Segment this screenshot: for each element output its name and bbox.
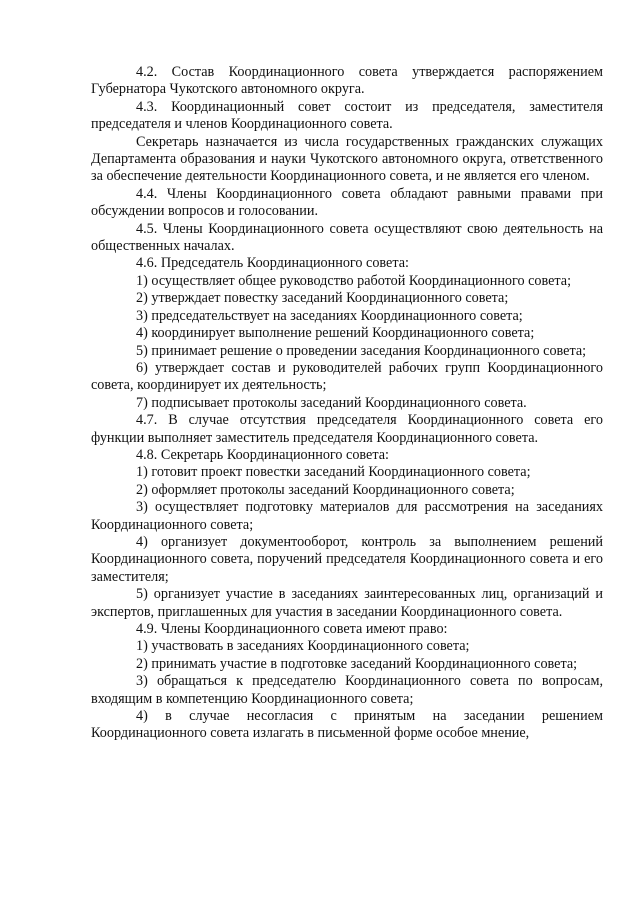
paragraph-4-2: 4.2. Состав Координационного совета утверждается распоряжением Губернатора Чукотского автономного округа. <box>91 64 603 98</box>
list-item-4-6-3: 3) председательствует на заседаниях Координационного совета; <box>136 307 523 324</box>
paragraph-secretary: Секретарь назначается из числа государственных гражданских служащих Департамента образования и науки Чукотского автономного округа, ответственного за обеспечение деятельности Координационного совета, и не является его членом. <box>91 133 603 185</box>
paragraph-4-8: 4.8. Секретарь Координационного совета: <box>136 446 389 463</box>
paragraph-4-4: 4.4. Члены Координационного совета обладают равными правами при обсуждении вопросов и голосовании. <box>91 185 603 220</box>
list-item-4-9-4: 4) в случае несогласия с принятым на заседании решением Координационного совета излагать в письменной форме особое мнение, <box>91 708 603 742</box>
list-item-4-6-2: 2) утверждает повестку заседаний Координационного совета; <box>136 290 509 307</box>
list-item-4-8-5: 5) организует участие в заседаниях заинтересованных лиц, организаций и экспертов, приглашенных для участия в заседании Координационного совета. <box>91 586 603 620</box>
list-item-4-8-3: 3) осуществляет подготовку материалов для рассмотрения на заседаниях Координационного совета; <box>91 499 603 533</box>
list-item-4-9-1: 1) участвовать в заседаниях Координационного совета; <box>136 638 470 655</box>
list-item-4-6-7: 7) подписывает протоколы заседаний Координационного совета. <box>136 394 527 411</box>
list-item-4-6-1: 1) осуществляет общее руководство работой Координационного совета; <box>136 272 572 289</box>
list-item-4-9-2: 2) принимать участие в подготовке заседаний Координационного совета; <box>136 655 578 672</box>
list-item-4-8-1: 1) готовит проект повестки заседаний Координационного совета; <box>136 464 531 481</box>
list-item-4-6-5: 5) принимает решение о проведении заседания Координационного совета; <box>136 342 587 359</box>
list-item-4-6-4: 4) координирует выполнение решений Координационного совета; <box>136 325 535 342</box>
paragraph-4-6: 4.6. Председатель Координационного совета: <box>136 255 409 272</box>
paragraph-4-3: 4.3. Координационный совет состоит из председателя, заместителя председателя и членов Координационного совета. <box>91 98 603 133</box>
paragraph-4-9: 4.9. Члены Координационного совета имеют право: <box>136 621 448 637</box>
paragraph-4-5: 4.5. Члены Координационного совета осуществляют свою деятельность на общественных началах. <box>91 220 603 255</box>
list-item-4-8-2: 2) оформляет протоколы заседаний Координационного совета; <box>136 481 515 498</box>
list-item-4-9-3: 3) обращаться к председателю Координационного совета по вопросам, входящим в компетенцию Координационного совета; <box>91 673 603 707</box>
document-page <box>91 64 603 743</box>
list-item-4-6-6: 6) утверждает состав и руководителей рабочих групп Координационного совета, координирует их деятельность; <box>91 359 603 394</box>
paragraph-4-7: 4.7. В случае отсутствия председателя Координационного совета его функции выполняет заместитель председателя Координационного совета. <box>91 412 603 446</box>
list-item-4-8-4: 4) организует документооборот, контроль за выполнением решений Координационного совета, поручений председателя Координационного совета и его заместителя; <box>91 533 603 585</box>
